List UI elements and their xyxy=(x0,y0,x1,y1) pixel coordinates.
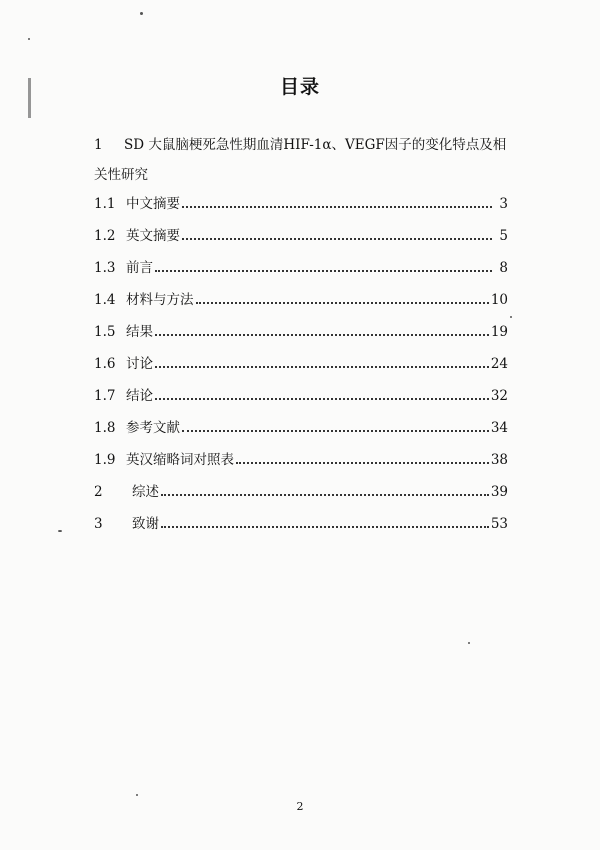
toc-entry-number: 1.3 xyxy=(94,260,116,276)
toc-entry-label: 结果 xyxy=(126,324,153,340)
toc-entry-page: 53 xyxy=(490,516,508,532)
toc-entry-page: 3 xyxy=(499,196,508,212)
toc-leader-dots xyxy=(196,302,489,304)
toc-entry-label: 综述 xyxy=(132,484,159,500)
toc-entry[interactable] xyxy=(94,448,508,480)
heading-number: 1 xyxy=(94,137,103,153)
toc-entry-number: 1.7 xyxy=(94,388,116,404)
scan-speck xyxy=(136,794,138,796)
scan-speck xyxy=(468,642,470,644)
toc-entry[interactable] xyxy=(94,224,508,256)
toc-entry[interactable] xyxy=(94,192,508,224)
toc-entry-number: 2 xyxy=(94,484,103,500)
toc-entry-page: 10 xyxy=(490,292,508,308)
scan-speck xyxy=(140,12,143,15)
toc-leader-dots xyxy=(182,430,489,432)
toc-leader-dots xyxy=(155,366,489,368)
toc-entry-number: 3 xyxy=(94,516,103,532)
toc-entry[interactable] xyxy=(94,288,508,320)
toc-entry-label: 前言 xyxy=(126,260,153,276)
toc-entry-label: 英文摘要 xyxy=(126,228,180,244)
toc-entry[interactable] xyxy=(94,256,508,288)
toc-entry-page: 32 xyxy=(490,388,508,404)
toc-entry-label: 参考文献 xyxy=(126,420,180,436)
toc-entry-label: 讨论 xyxy=(126,356,153,372)
toc-leader-dots xyxy=(236,462,489,464)
toc-entry-label: 英汉缩略词对照表 xyxy=(126,452,234,468)
toc-leader-dots xyxy=(161,494,489,496)
toc-entry[interactable] xyxy=(94,416,508,448)
toc-chapter-heading xyxy=(94,130,514,190)
toc-leader-dots xyxy=(182,238,492,240)
toc-leader-dots xyxy=(155,334,489,336)
toc-entry[interactable] xyxy=(94,512,508,544)
toc-leader-dots xyxy=(155,270,492,272)
toc-entry-label: 中文摘要 xyxy=(126,196,180,212)
toc-entry-page: 39 xyxy=(490,484,508,500)
toc-entry-page: 8 xyxy=(499,260,508,276)
toc-list xyxy=(94,192,508,544)
toc-entry-page: 5 xyxy=(499,228,508,244)
scan-speck xyxy=(28,38,30,40)
toc-entry[interactable] xyxy=(94,480,508,512)
toc-entry-page: 24 xyxy=(490,356,508,372)
toc-entry-number: 1.4 xyxy=(94,292,116,308)
toc-entry[interactable] xyxy=(94,352,508,384)
heading-text: SD 大鼠脑梗死急性期血清HIF-1α、VEGF因子的变化特点及相关性研究 xyxy=(94,137,507,183)
toc-leader-dots xyxy=(155,398,489,400)
toc-entry-number: 1.8 xyxy=(94,420,116,436)
toc-entry-page: 19 xyxy=(490,324,508,340)
toc-entry-number: 1.1 xyxy=(94,196,116,212)
scan-speck xyxy=(510,316,512,318)
page-number: 2 xyxy=(296,800,304,813)
toc-entry-label: 致谢 xyxy=(132,516,159,532)
toc-entry-label: 结论 xyxy=(126,388,153,404)
toc-title: 目录 xyxy=(279,76,320,98)
toc-entry-number: 1.6 xyxy=(94,356,116,372)
toc-leader-dots xyxy=(161,526,489,528)
toc-entry[interactable] xyxy=(94,320,508,352)
toc-entry[interactable] xyxy=(94,384,508,416)
toc-entry-page: 38 xyxy=(490,452,508,468)
toc-entry-number: 1.2 xyxy=(94,228,116,244)
scan-speck xyxy=(58,530,62,532)
toc-entry-number: 1.5 xyxy=(94,324,116,340)
toc-entry-number: 1.9 xyxy=(94,452,116,468)
toc-entry-label: 材料与方法 xyxy=(126,292,194,308)
toc-entry-page: 34 xyxy=(490,420,508,436)
toc-leader-dots xyxy=(182,206,492,208)
